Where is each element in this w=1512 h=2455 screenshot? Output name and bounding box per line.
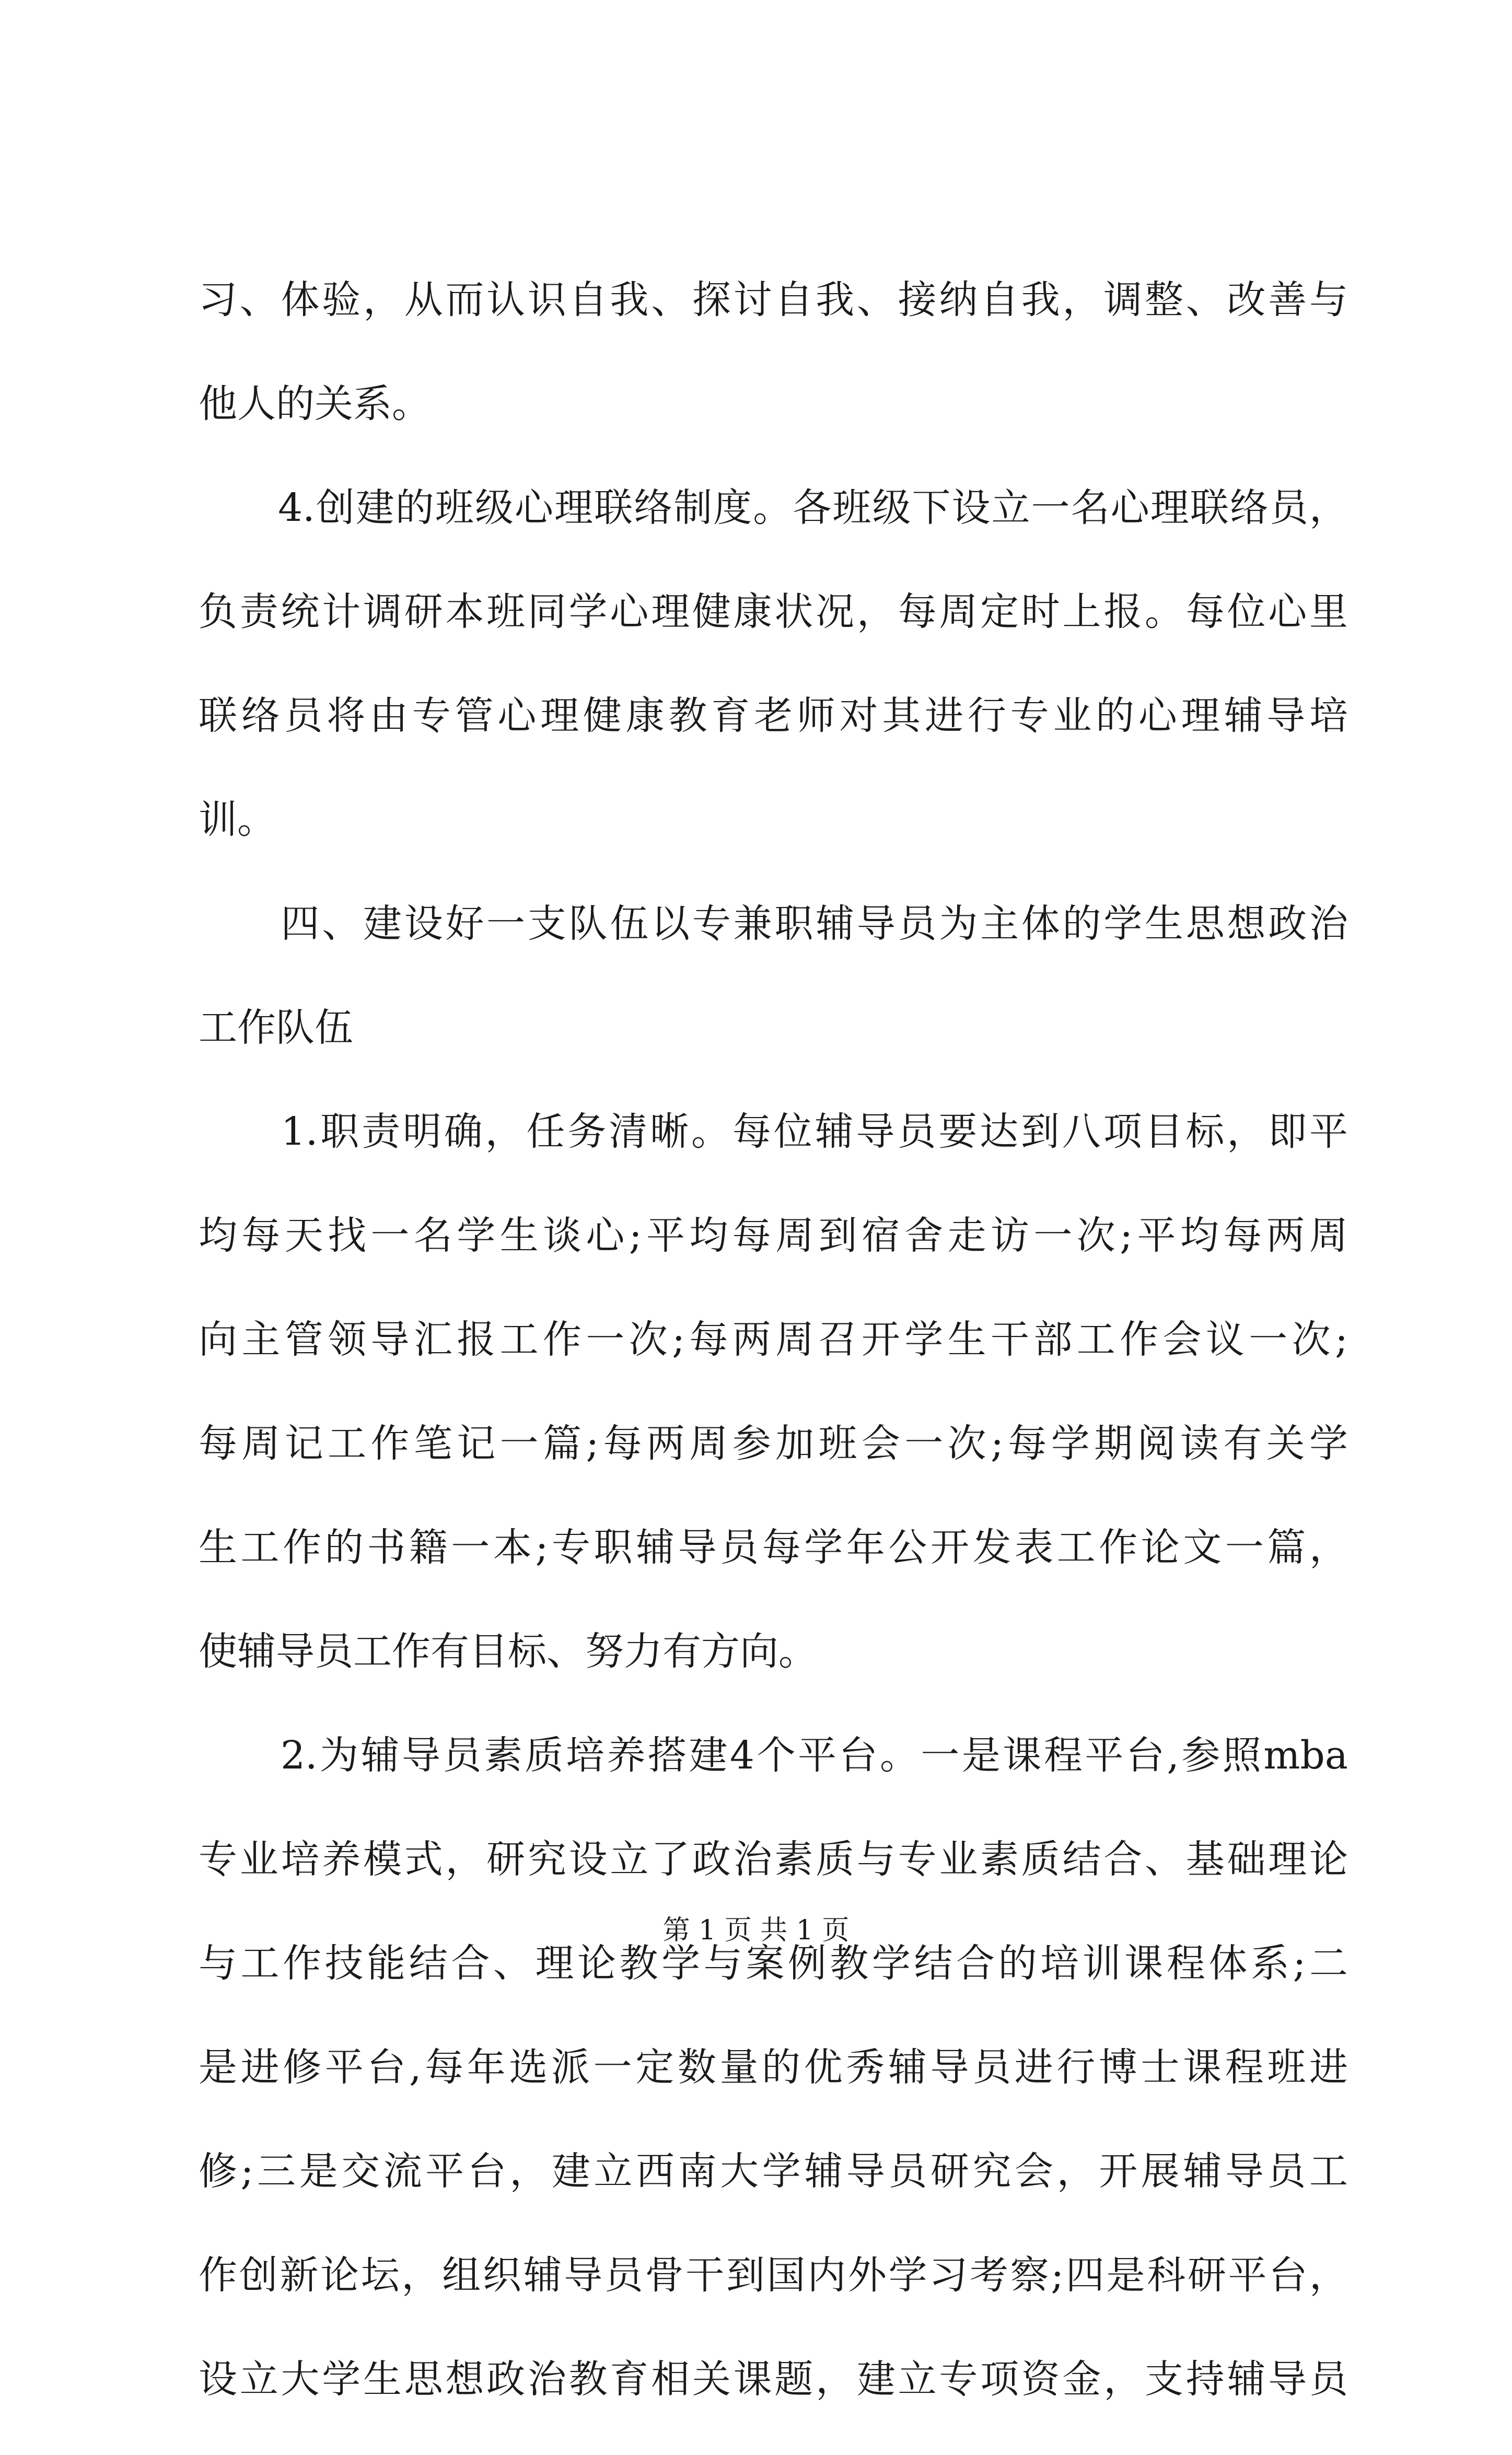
- text-line: 他人的关系。: [199, 381, 431, 426]
- text-line: 4.创建的班级心理联络制度。各班级下设立一名心理联络员，: [199, 485, 1348, 530]
- text-line: 联络员将由专管心理健康教育老师对其进行专业的心理辅导培: [199, 693, 1348, 738]
- text-line: 修;三是交流平台，建立西南大学辅导员研究会，开展辅导员工: [199, 2149, 1348, 2194]
- text-line: 与工作技能结合、理论教学与案例教学结合的培训课程体系;二: [199, 1941, 1348, 1986]
- text-line: 每周记工作笔记一篇;每两周参加班会一次;每学期阅读有关学: [199, 1421, 1348, 1466]
- text-line: 2.为辅导员素质培养搭建4个平台。一是课程平台,参照mba: [199, 1733, 1348, 1778]
- text-line: 向主管领导汇报工作一次;每两周召开学生干部工作会议一次;: [199, 1317, 1348, 1362]
- text-line: 工作队伍: [199, 1005, 353, 1050]
- text-line: 1.职责明确，任务清晰。每位辅导员要达到八项目标，即平: [199, 1109, 1348, 1154]
- text-line: 生工作的书籍一本;专职辅导员每学年公开发表工作论文一篇，: [199, 1525, 1348, 1570]
- document-body: [199, 272, 1348, 2455]
- text-line: 负责统计调研本班同学心理健康状况，每周定时上报。每位心里: [199, 589, 1348, 634]
- text-line: 均每天找一名学生谈心;平均每周到宿舍走访一次;平均每两周: [199, 1213, 1348, 1258]
- text-line: 使辅导员工作有目标、努力有方向。: [199, 1629, 817, 1674]
- text-line: 习、体验，从而认识自我、探讨自我、接纳自我，调整、改善与: [199, 277, 1348, 322]
- text-line: 四、建设好一支队伍以专兼职辅导员为主体的学生思想政治: [199, 901, 1348, 946]
- text-line: 是进修平台,每年选派一定数量的优秀辅导员进行博士课程班进: [199, 2045, 1348, 2090]
- text-line: 专业培养模式，研究设立了政治素质与专业素质结合、基础理论: [199, 1837, 1348, 1882]
- text-line: 训。: [199, 797, 276, 842]
- text-line: 作创新论坛，组织辅导员骨干到国内外学习考察;四是科研平台，: [199, 2253, 1348, 2298]
- page-footer: 第 1 页 共 1 页: [662, 1915, 850, 1946]
- text-line: 设立大学生思想政治教育相关课题，建立专项资金，支持辅导员: [199, 2357, 1348, 2402]
